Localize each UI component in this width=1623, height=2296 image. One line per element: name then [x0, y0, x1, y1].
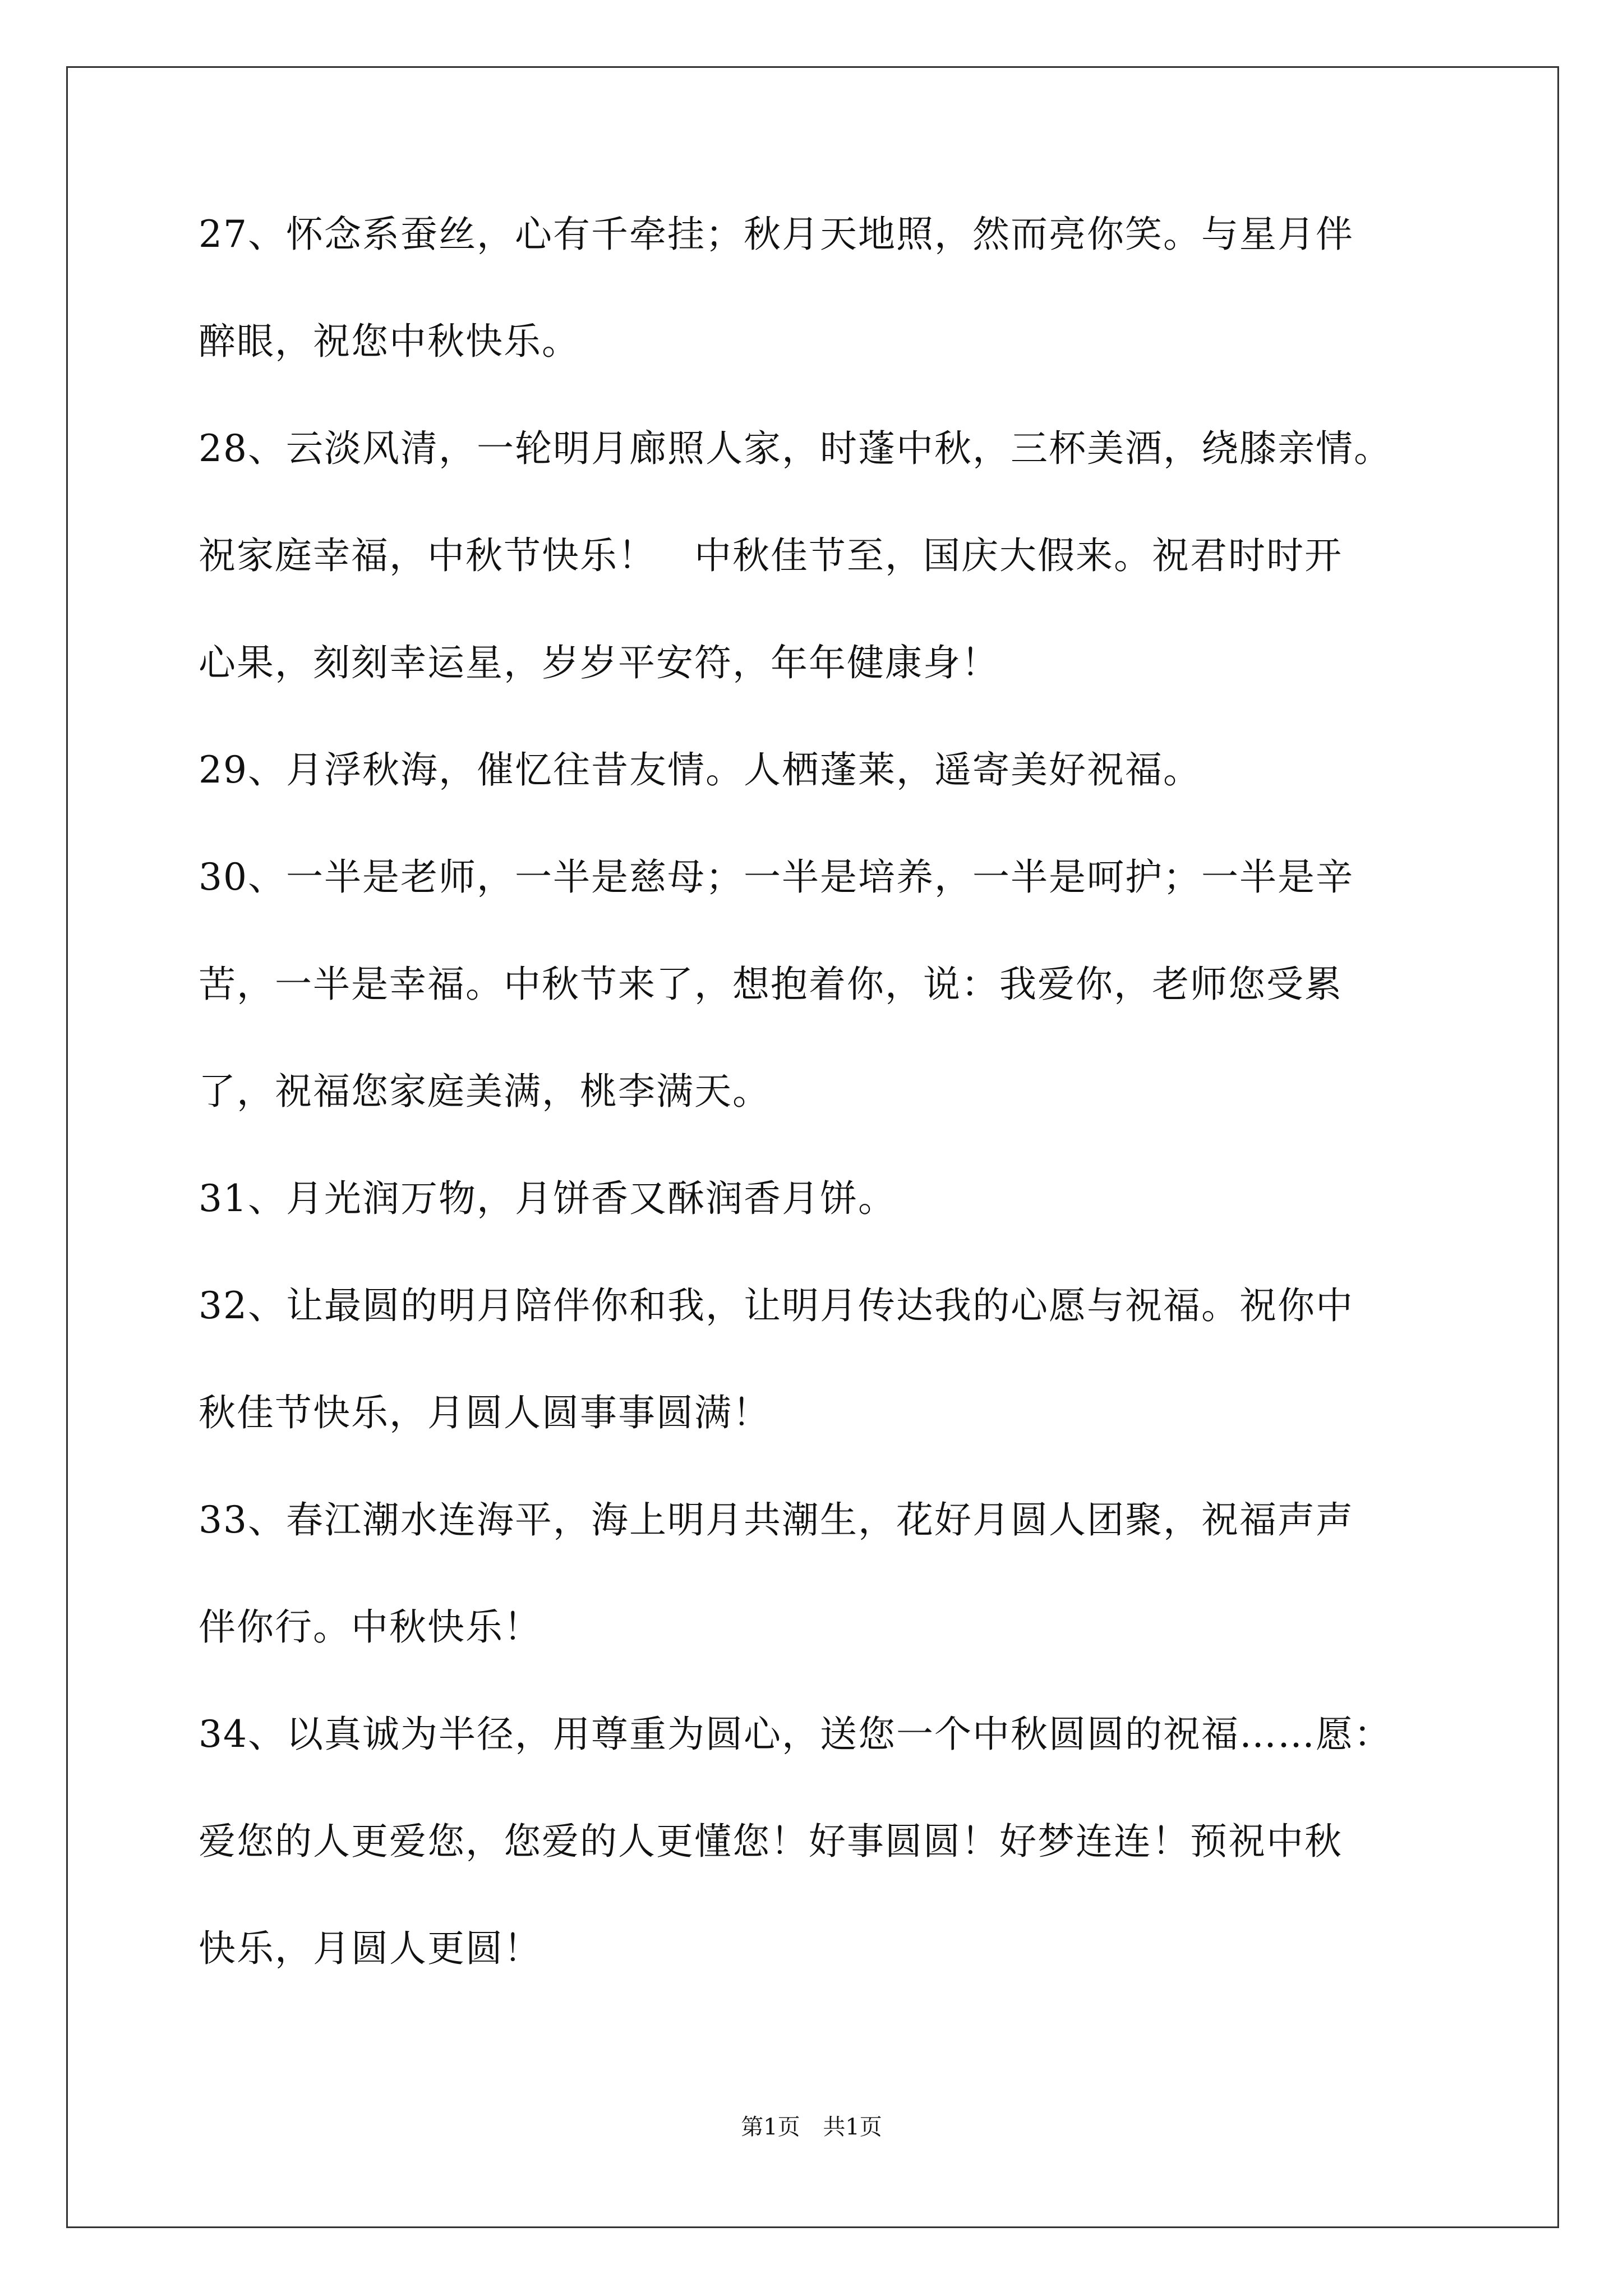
text-line: 醉眼，祝您中秋快乐。: [199, 320, 580, 363]
text-line: 33、春江潮水连海平，海上明月共潮生，花好月圆人团聚，祝福声声: [199, 1498, 1354, 1542]
text-line: 了，祝福您家庭美满，桃李满天。: [199, 1070, 771, 1113]
text-line: 29、月浮秋海，催忆往昔友情。人栖蓬莱，遥寄美好祝福。: [199, 748, 1201, 792]
document-body: [199, 213, 1466, 2035]
text-line: 30、一半是老师，一半是慈母；一半是培养，一半是呵护；一半是辛: [199, 855, 1354, 899]
text-line: 34、以真诚为半径，用尊重为圆心，送您一个中秋圆圆的祝福……愿：: [199, 1713, 1392, 1756]
text-line: 秋佳节快乐，月圆人圆事事圆满！: [199, 1391, 771, 1434]
text-line: 祝家庭幸福，中秋节快乐！ 中秋佳节至，国庆大假来。祝君时时开: [199, 534, 1343, 577]
text-line: 快乐，月圆人更圆！: [199, 1927, 542, 1970]
page-number: 第1页: [741, 2114, 800, 2140]
text-line: 27、怀念系蚕丝，心有千牵挂；秋月天地照，然而亮你笑。与星月伴: [199, 213, 1354, 256]
text-line: 爱您的人更爱您，您爱的人更懂您！好事圆圆！好梦连连！预祝中秋: [199, 1820, 1343, 1863]
text-line: 28、云淡风清，一轮明月廊照人家，时蓬中秋，三杯美酒，绕膝亲情。: [199, 427, 1392, 470]
text-line: 心果，刻刻幸运星，岁岁平安符，年年健康身！: [199, 641, 999, 684]
text-line: 苦，一半是幸福。中秋节来了，想抱着你，说：我爱你，老师您受累: [199, 963, 1343, 1006]
text-line: 32、让最圆的明月陪伴你和我，让明月传达我的心愿与祝福。祝你中: [199, 1284, 1354, 1327]
text-line: 伴你行。中秋快乐！: [199, 1605, 542, 1649]
text-line: 31、月光润万物，月饼香又酥润香月饼。: [199, 1177, 896, 1220]
page-footer: [0, 2109, 1623, 2141]
page-total: 共1页: [823, 2114, 882, 2140]
